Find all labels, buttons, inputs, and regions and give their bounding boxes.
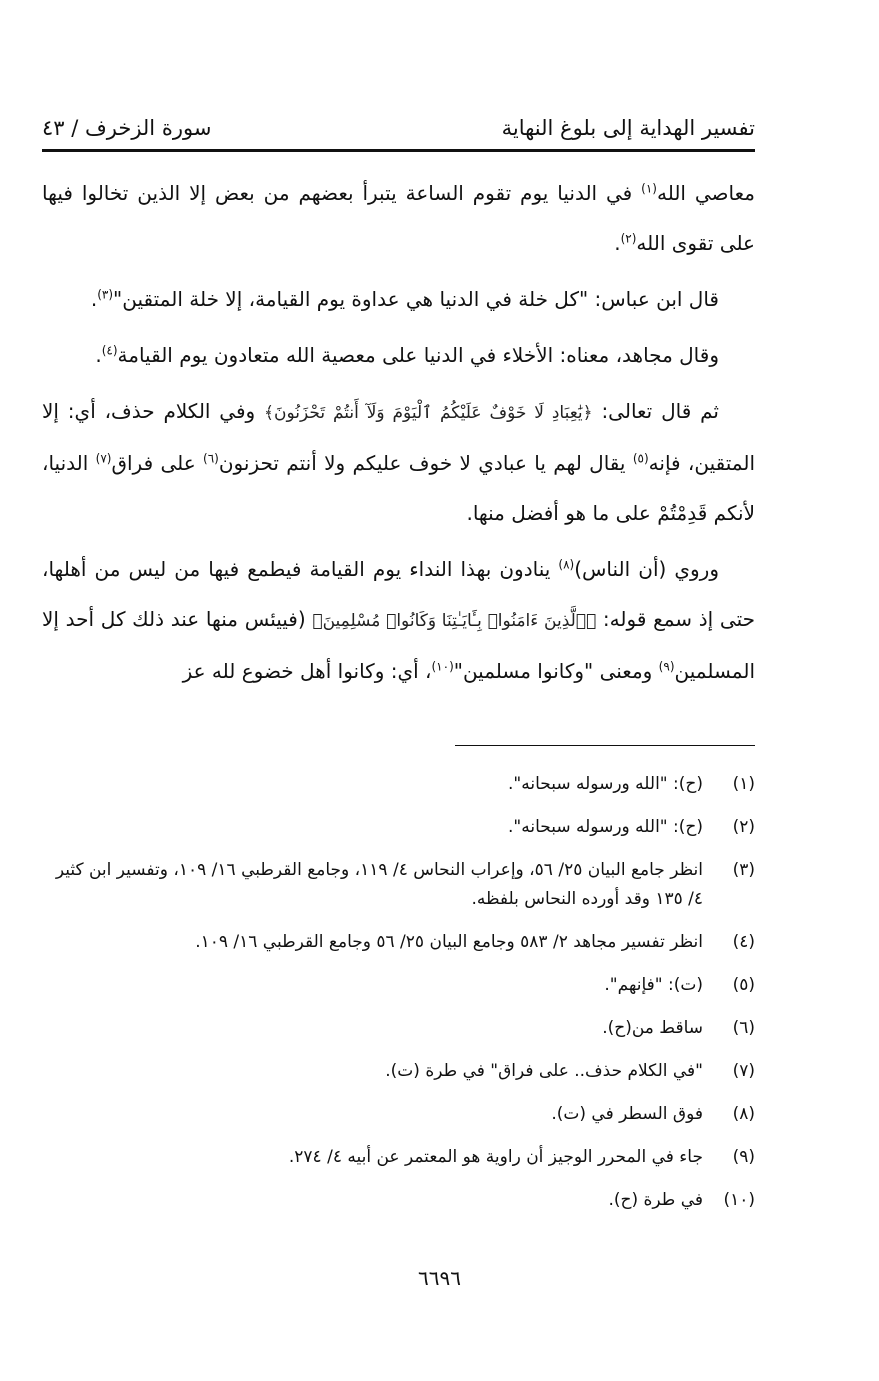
header-rule [42,149,755,152]
footnote-text: جاء في المحرر الوجيز أن راوية هو المعتمر عن أبيه ٤/ ٢٧٤. [288,1147,703,1167]
footnote-item [42,1100,755,1129]
footnote-number: (٣) [732,860,755,880]
running-header [42,100,755,140]
footnote-number: (٩) [732,1147,755,1167]
footnote-text: "في الكلام حذف.. على فراق" في طرة (ت). [385,1061,703,1081]
footnote-item [42,1186,755,1215]
footnote-marker: (٦) [203,451,219,466]
footnote-number: (١٠) [723,1190,755,1210]
text-run: وروي (أن الناس) [574,557,720,581]
footnote-number: (٥) [732,975,755,995]
footnote-text: انظر جامع البيان ٢٥/ ٥٦، وإعراب النحاس ٤/ ١١٩، وجامع القرطبي ١٦/ ١٠٩، وتفسير ابن كثير ٤/ ١٣٥ وقد أورده النحاس بلفظه. [55,860,703,909]
quran-verse: ﴿يَٰعِبَادِ لَا خَوْفٌ عَلَيْكُمُ ٱلْيَوْمَ وَلَآ أَنتُمْ تَحْزَنُونَ﴾ [264,403,593,423]
footnote-number: (٦) [732,1018,755,1038]
footnote-text: ساقط من(ح). [602,1018,703,1038]
text-run: وفي الكلام حذف، أي: إلا المتقين، فإنه [42,399,756,475]
text-run: ، أي: وكانوا أهل خضوع لله عز [182,659,432,683]
text-run: (فييئس منها عند ذلك كل أحد إلا المسلمين [42,607,755,683]
footnote-text: (ح): "الله ورسوله سبحانه". [508,774,703,794]
text-run: ينادون بهذا النداء يوم القيامة فيطمع فيها من ليس من أهلها، حتى إذ سمع قوله: [42,557,756,631]
footnote-number: (٨) [732,1104,755,1124]
quran-verse: ﴿ٱلَّذِينَ ءَامَنُوا۟ بِـَٔايَـٰتِنَا وَكَانُوا۟ مُسْلِمِينَ﴾ [312,611,597,631]
text-run: يقال لهم يا عبادي لا خوف عليكم ولا أنتم تحزنون [218,451,633,475]
text-run: . [95,343,102,367]
footnote-item [42,1057,755,1086]
text-run: ومعنى "وكانوا مسلمين" [453,659,659,683]
footnote-marker: (١) [641,181,657,196]
page-number: ٦٦٩٦ [418,1266,461,1290]
footnote-item [42,971,755,1000]
text-run: وقال مجاهد، معناه: الأخلاء في الدنيا على معصية الله متعادون يوم القيامة [117,343,719,367]
text-run: معاصي الله [656,181,755,205]
footnote-marker: (٨) [558,557,575,572]
text-run: ثم قال تعالى: [592,399,719,423]
footnote-separator [455,745,755,746]
footnote-item [42,1143,755,1172]
paragraph-5 [42,544,755,696]
footnote-marker: (٤) [101,343,118,358]
text-run: . [90,287,98,311]
footnote-marker: (٢) [620,231,637,246]
footnotes [42,770,755,1229]
footnote-item [42,1014,755,1043]
footnote-text: انظر تفسير مجاهد ٢/ ٥٨٣ وجامع البيان ٢٥/ ٥٦ وجامع القرطبي ١٦/ ١٠٩. [195,932,703,952]
footnote-marker: (١٠) [431,659,454,674]
footnote-marker: (٣) [97,287,114,302]
text-run: على فراق [111,451,204,475]
footnote-text: (ح): "الله ورسوله سبحانه". [508,817,703,837]
footnote-marker: (٩) [658,659,675,674]
footnote-item [42,928,755,957]
surah-label: سورة الزخرف / ٤٣ [42,116,212,140]
footnote-item [42,813,755,842]
paragraph-2 [42,274,755,324]
footnote-number: (١) [732,774,755,794]
paragraph-1 [42,168,755,268]
text-run: في الدنيا يوم تقوم الساعة يتبرأ بعضهم من بعض إلا الذين تخالوا فيها على تقوى الله [42,181,755,255]
paragraph-3 [42,330,755,380]
text-run: قال ابن عباس: "كل خلة في الدنيا هي عداوة يوم القيامة، إلا خلة المتقين" [113,287,719,311]
footnote-text: (ت): "فإنهم". [604,975,703,995]
footnote-number: (٧) [732,1061,755,1081]
footnote-marker: (٥) [632,451,649,466]
book-title: تفسير الهداية إلى بلوغ النهاية [501,116,755,140]
footnote-item [42,856,755,914]
footnote-text: في طرة (ح). [608,1190,703,1210]
footnote-item [42,770,755,799]
paragraph-4 [42,386,755,538]
main-text [42,168,755,702]
text-run: . [614,231,621,255]
text-run: الدنيا، لأنكم قَدِمْتُمْ على ما هو أفضل منها. [42,451,755,525]
footnote-text: فوق السطر في (ت). [551,1104,703,1124]
footnote-number: (٢) [732,817,755,837]
footnote-marker: (٧) [95,451,112,466]
footnote-number: (٤) [732,932,755,952]
